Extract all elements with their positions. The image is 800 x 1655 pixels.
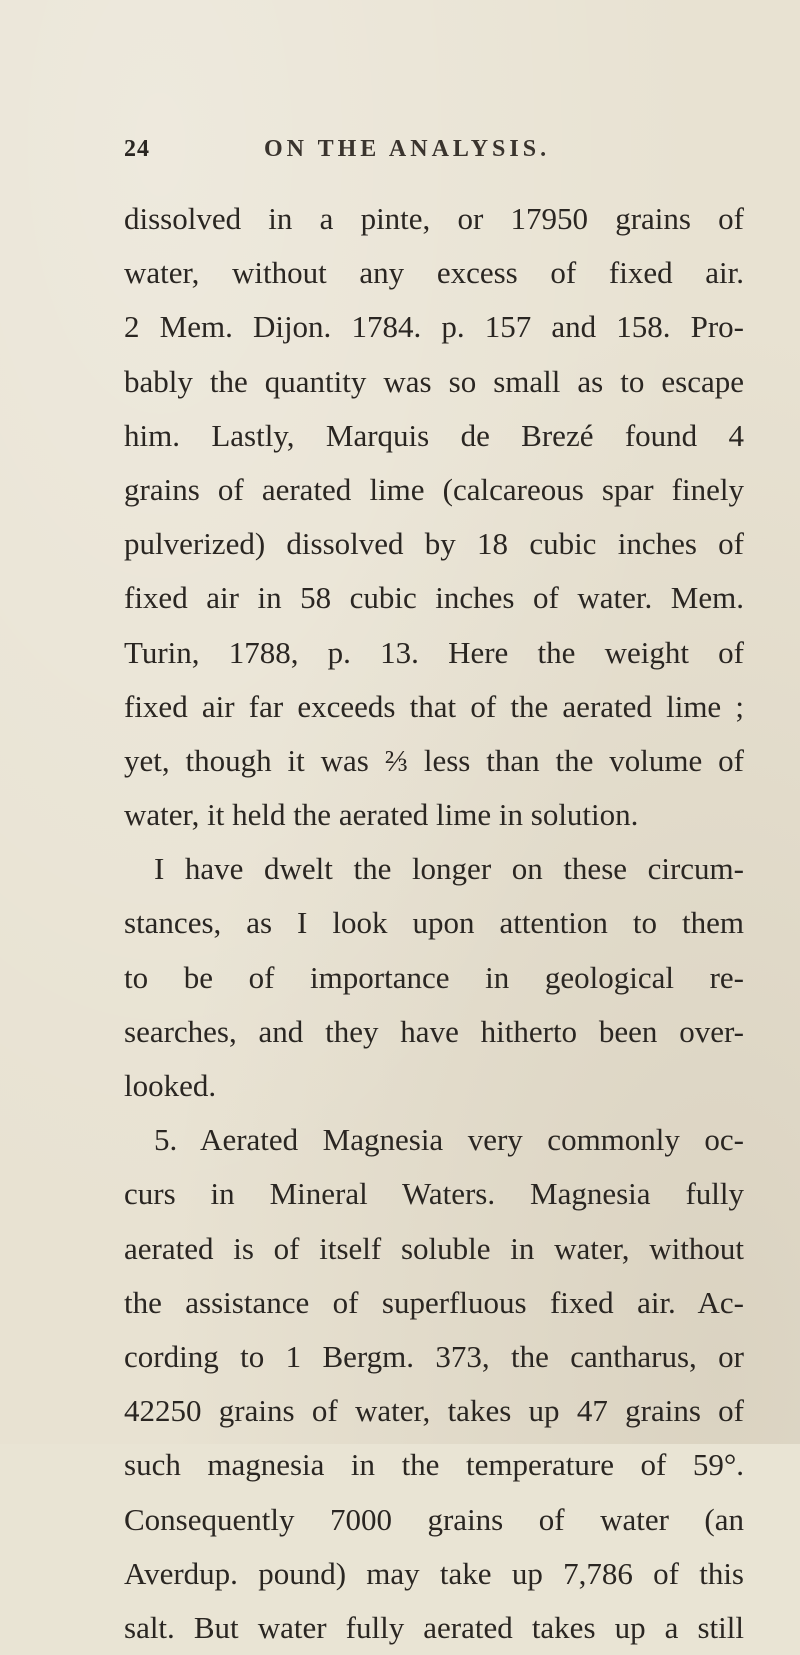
text-line: cording to 1 Bergm. 373, the cantharus, or [124,1338,744,1374]
page-number: 24 [124,136,150,162]
text-line: water, without any excess of fixed air. [124,255,744,291]
paragraph-start-line: I have dwelt the longer on these circum- [154,851,744,887]
text-line: curs in Mineral Waters. Magnesia fully [124,1176,744,1212]
text-line: such magnesia in the temperature of 59°. [124,1447,744,1483]
text-line: him. Lastly, Marquis de Brezé found 4 [124,417,744,453]
text-line: to be of importance in geological re- [124,959,744,995]
text-line: looked. [124,1068,217,1103]
text-line: bably the quantity was so small as to escape [124,363,744,399]
running-head: ON THE ANALYSIS. [264,136,551,162]
text-line: pulverized) dissolved by 18 cubic inches of [124,526,744,562]
text-line: salt. But water fully aerated takes up a still [124,1609,744,1645]
text-line: the assistance of superfluous fixed air. Ac- [124,1284,744,1320]
text-line: water, it held the aerated lime in solution. [124,797,639,833]
text-line: 42250 grains of water, takes up 47 grains of [124,1393,744,1429]
text-line: Averdup. pound) may take up 7,786 of this [124,1555,744,1591]
text-line: 2 Mem. Dijon. 1784. p. 157 and 158. Pro- [124,309,744,345]
text-line: fixed air in 58 cubic inches of water. Mem. [124,580,744,616]
text-line: dissolved in a pinte, or 17950 grains of [124,201,744,236]
text-line: stances, as I look upon attention to them [124,905,744,941]
paragraph-start-line: 5. Aerated Magnesia very commonly oc- [154,1122,744,1158]
text-line: grains of aerated lime (calcareous spar finely [124,471,744,507]
text-line: searches, and they have hitherto been over- [124,1013,744,1049]
text-line: fixed air far exceeds that of the aerated lime ; [124,688,744,724]
text-line: yet, though it was ⅔ less than the volume of [124,742,744,778]
page-header [124,136,744,172]
text-line: aerated is of itself soluble in water, without [124,1230,744,1266]
text-line: Consequently 7000 grains of water (an [124,1501,744,1537]
body-text [124,192,744,1655]
text-line: Turin, 1788, p. 13. Here the weight of [124,634,744,670]
